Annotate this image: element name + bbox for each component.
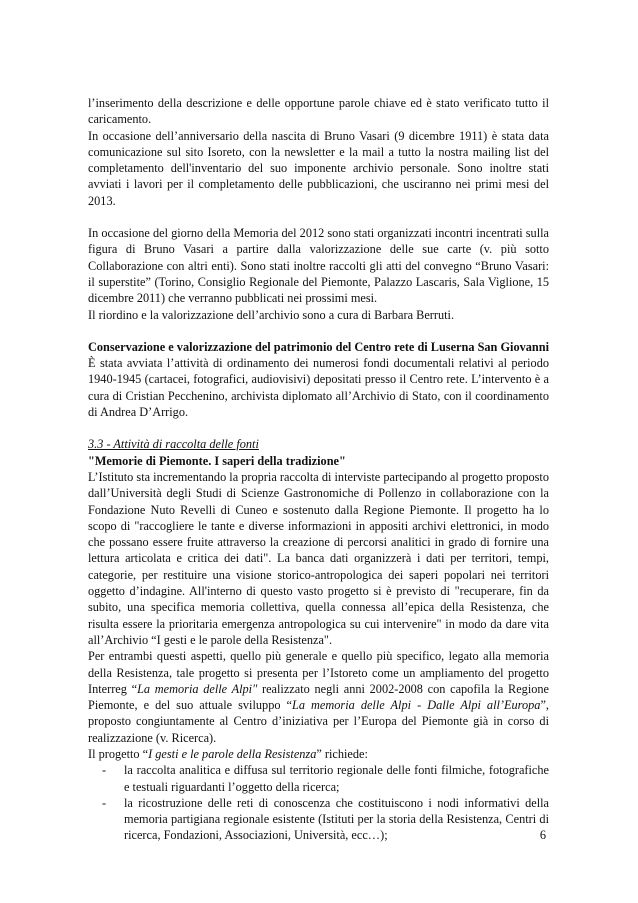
italic-title-gesti: I gesti e le parole della Resistenza <box>148 746 317 761</box>
list-item: - la raccolta analitica e diffusa sul territorio regionale delle fonti filmiche, fotografiche e testuali riguardanti l’oggetto della ricerca; <box>102 763 549 794</box>
bullet-marker: - <box>102 763 107 778</box>
page-content <box>88 95 549 844</box>
paragraph-giorno-memoria: In occasione del giorno della Memoria del 2012 sono stati organizzati incontri incentrati sulla figura di Bruno Vasari a partire dalla valorizzazione delle sue carte (v. più sotto Collaborazione con altri enti). Sono stati inoltre raccolti gli atti del convegno “Bruno Vasari: il superstite” (Torino, Consiglio Regionale del Piemonte, Palazzo Lascaris, Sala Viglione, 15 dicembre 2011) che verranno pubblicati nei prossimi mesi. <box>88 226 549 306</box>
paragraph-entrambi: Per entrambi questi aspetti, quello più generale e quello più specifico, legato alla memoria della Resistenza, tale progetto si presenta per l’Istoreto come un ampliamento del progetto Interreg “La memoria delle Alpi" realizzato negli anni 2002-2008 con capofila la Regione Piemonte, e del suo attuale sviluppo “La memoria delle Alpi - Dalle Alpi all’Europa”, proposto congiuntamente al Centro d’iniziativa per l’Europa del Piemonte già in corso di realizzazione (v. Ricerca). <box>88 649 549 745</box>
paragraph-istituto: L’Istituto sta incrementando la propria raccolta di interviste partecipando al progetto proposto dall’Università degli Studi di Scienze Gastronomiche di Pollenzo in collaborazione con la Fondazione Nuto Revelli di Cuneo e sostenuto dalla Regione Piemonte. Il progetto ha lo scopo di "raccogliere le tante e diverse informazioni in appositi archivi elettronici, in modo che possano essere fruite attraverso la creazione di percorsi analitici in grado di fornire una lettura articolata e critica dei dati". La banca dati organizzerà i dati per territori, tempi, categorie, per restituire una visione storico-antropologica dei saperi popolari nei territori oggetto d’indagine. All'interno di questo vasto progetto si è previsto di "recuperare, fin da subito, una specifica memoria collettiva, quella connessa all’epica della Resistenza, che risulta essere la prioritaria emergenza antropologica su cui intervenire" in modo da dare vita all’Archivio “I gesti e le parole della Resistenza". <box>88 469 549 647</box>
paragraph-luserna: È stata avviata l’attività di ordinamento dei numerosi fondi documentali relativi al periodo 1940-1945 (cartacei, fotografici, audiovisivi) depositati presso il Centro rete. L’intervento è a cura di Cristian Pecchenino, archivista diplomato all’Archivio di Stato, con il coordinamento di Andrea D’Arrigo. <box>88 356 549 420</box>
list-item: - la ricostruzione delle reti di conoscenza che costituiscono i nodi informativi della memoria partigiana regionale esistente (Istituti per la storia della Resistenza, Centri di ricerca, Fondazioni, Associazioni, Università, ecc…); <box>102 795 549 843</box>
page-number: 6 <box>539 828 546 842</box>
italic-title-alpi: La memoria delle Alpi" <box>137 681 258 696</box>
paragraph-caricamento: l’inserimento della descrizione e delle opportune parole chiave ed è stato verificato tutto il caricamento. <box>88 96 549 127</box>
paragraph-riordino: Il riordino e la valorizzazione dell’archivio sono a cura di Barbara Berruti. <box>88 307 455 322</box>
subsection-title: "Memorie di Piemonte. I saperi della tradizione" <box>88 453 346 468</box>
bullet-marker: - <box>102 795 107 810</box>
heading-luserna: Conservazione e valorizzazione del patrimonio del Centro rete di Luserna San Giovanni <box>88 339 549 354</box>
section-title: 3.3 - Attività di raccolta delle fonti <box>88 437 259 452</box>
paragraph-progetto: Il progetto “I gesti e le parole della Resistenza” richiede: <box>88 746 368 761</box>
italic-title-alpi-europa: La memoria delle Alpi - Dalle Alpi all’Europa <box>292 698 541 713</box>
requirements-list <box>88 762 549 843</box>
paragraph-vasari-anniversary: In occasione dell’anniversario della nascita di Bruno Vasari (9 dicembre 1911) è stata data comunicazione sul sito Isoreto, con la newsletter e la mail a tutto la nostra mailing list del completamento dell'inventario del suo imponente archivio personale. Sono inoltre stati avviati i lavori per il completamento delle pubblicazioni, che usciranno nei primi mesi del 2013. <box>88 128 549 208</box>
